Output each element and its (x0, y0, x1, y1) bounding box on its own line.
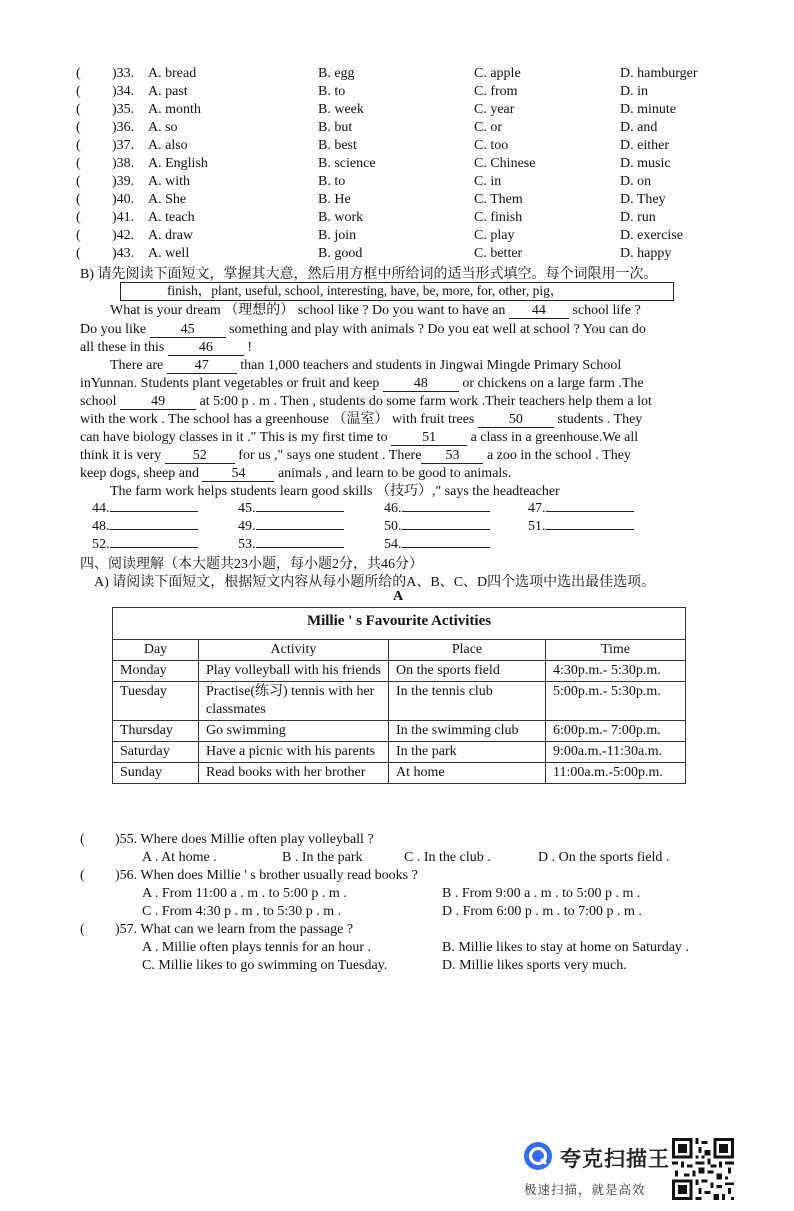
passage-line (80, 375, 644, 393)
blank-51: 51 (391, 431, 467, 446)
answer-paren: ( (76, 246, 81, 261)
blank-50: 50 (478, 413, 554, 428)
cloze-passage (80, 302, 720, 502)
option-b: B. but (318, 120, 353, 135)
answer-number: 48. (92, 519, 110, 534)
passage-text: something and play with animals ? Do you eat well at school ? You can do (229, 322, 646, 337)
option-b: B. week (318, 102, 364, 117)
answer-line[interactable] (402, 518, 490, 530)
question-stem: )55. Where does Millie often play volleyball ? (115, 832, 374, 847)
cell-time: 11:00a.m.-5:00p.m. (546, 763, 686, 784)
answer-slot (238, 500, 344, 517)
option-d: D. minute (620, 102, 676, 117)
option-d: D. Millie likes sports very much. (442, 958, 627, 973)
option-a: A. draw (148, 228, 194, 243)
cell-place: In the swimming club (389, 721, 546, 742)
option-b: B. good (318, 246, 363, 261)
blank-46: 46 (168, 341, 244, 356)
passage-text: think it is very (80, 448, 162, 463)
answer-paren: ( (76, 156, 81, 171)
answer-line[interactable] (546, 500, 634, 512)
option-a: A. well (148, 246, 190, 261)
passage-line (80, 429, 638, 447)
passage-text: animals , and learn to be good to animals. (277, 466, 512, 481)
option-c: C. in (474, 174, 502, 189)
passage-text: The farm work helps students learn good skills （技巧）," says the headteacher (110, 484, 560, 499)
option-b: B. Millie likes to stay at home on Saturday . (442, 940, 689, 955)
answer-line[interactable] (402, 500, 490, 512)
answer-paren: ( (76, 102, 81, 117)
option-b: B. join (318, 228, 357, 243)
mcq-row (76, 209, 736, 227)
cell-time: 9:00a.m.-11:30a.m. (546, 742, 686, 763)
passage-text: inYunnan. Students plant vegetables or fruit and keep (80, 376, 380, 391)
mcq-row (76, 137, 736, 155)
option-a: A. English (148, 156, 208, 171)
option-b: B . In the park (282, 850, 363, 865)
mcq-row (76, 227, 736, 245)
blank-45: 45 (150, 323, 226, 338)
option-a: A . From 11:00 a . m . to 5:00 p . m . (142, 886, 347, 901)
option-d: D. hamburger (620, 66, 698, 81)
passage-text: Do you like (80, 322, 147, 337)
table-row (113, 661, 686, 682)
answer-line[interactable] (110, 518, 198, 530)
option-a: A . At home . (142, 850, 217, 865)
answer-number: 46. (384, 501, 402, 516)
cell-time: 6:00p.m.- 7:00p.m. (546, 721, 686, 742)
passage-text: students . They (557, 412, 643, 427)
question-number: )33. (112, 66, 135, 81)
column-header: Time (546, 640, 686, 661)
passage-line (110, 357, 621, 375)
cell-day: Thursday (113, 721, 199, 742)
answer-slot (528, 518, 634, 535)
table-row (113, 763, 686, 784)
option-b: B . From 9:00 a . m . to 5:00 p . m . (442, 886, 641, 901)
answer-paren: ( (80, 922, 85, 937)
answer-line[interactable] (402, 536, 490, 548)
word-box: finish，plant, useful, school, interesting, have, be, more, for, other, pig， (120, 282, 674, 301)
blank-54: 54 (202, 467, 274, 482)
answer-number: 50. (384, 519, 402, 534)
option-c: C. Chinese (474, 156, 536, 171)
option-b: B. best (318, 138, 357, 153)
answer-number: 53. (238, 537, 256, 552)
option-a: A. month (148, 102, 201, 117)
option-a: A. with (148, 174, 190, 189)
answer-slot (384, 500, 490, 517)
cell-activity: Go swimming (199, 721, 389, 742)
table-title: Millie ' s Favourite Activities (113, 608, 686, 640)
cell-day: Tuesday (113, 682, 199, 721)
mcq-row (76, 65, 736, 83)
blank-52: 52 (165, 449, 235, 464)
answer-paren: ( (76, 84, 81, 99)
question-number: )40. (112, 192, 135, 207)
passage-line (80, 393, 652, 411)
question-number: )35. (112, 102, 135, 117)
option-c: C. apple (474, 66, 521, 81)
column-header: Day (113, 640, 199, 661)
option-c: C. or (474, 120, 502, 135)
blank-48: 48 (383, 377, 459, 392)
column-header: Activity (199, 640, 389, 661)
answer-number: 44. (92, 501, 110, 516)
option-d: D. in (620, 84, 648, 99)
option-d: D. music (620, 156, 671, 171)
question-number: )42. (112, 228, 135, 243)
section-4-heading: 四、阅读理解（本大题共23小题，每小题2分，共46分） (80, 557, 423, 572)
cell-day: Sunday (113, 763, 199, 784)
option-c: C. Millie likes to go swimming on Tuesday. (142, 958, 388, 973)
passage-text: at 5:00 p . m . Then , students do some farm work .Their teachers help them a lot (199, 394, 652, 409)
option-c: C. Them (474, 192, 523, 207)
passage-text: than 1,000 teachers and students in Jingwai Mingde Primary School (240, 358, 622, 373)
option-d: D. exercise (620, 228, 683, 243)
blank-49: 49 (120, 395, 196, 410)
answer-slot (238, 536, 344, 553)
answer-number: 51. (528, 519, 546, 534)
option-d: D . On the sports field . (538, 850, 670, 865)
mcq-row (76, 83, 736, 101)
option-b: B. work (318, 210, 364, 225)
question-number: )41. (112, 210, 135, 225)
table-row (113, 742, 686, 763)
question-number: )43. (112, 246, 135, 261)
option-a: A . Millie often plays tennis for an hour . (142, 940, 372, 955)
option-c: C. finish (474, 210, 523, 225)
brand-name: 夸克扫描王 (560, 1147, 670, 1171)
passage-text: or chickens on a large farm .The (462, 376, 644, 391)
passage-text: What is your dream （理想的） school like ? Do you want to have an (110, 303, 506, 318)
option-d: D. on (620, 174, 652, 189)
answer-paren: ( (76, 174, 81, 189)
answer-number: 54. (384, 537, 402, 552)
option-a: A. also (148, 138, 188, 153)
passage-text: with the work . The school has a greenhouse （温室） with fruit trees (80, 412, 475, 427)
answer-paren: ( (80, 868, 85, 883)
option-b: B. to (318, 84, 346, 99)
cell-activity: Have a picnic with his parents (199, 742, 389, 763)
answer-slot (92, 536, 198, 553)
option-d: D. happy (620, 246, 672, 261)
answer-slot (238, 518, 344, 535)
column-header: Place (389, 640, 546, 661)
cell-activity: Practise(练习) tennis with her classmates (199, 682, 389, 721)
option-a: A. bread (148, 66, 197, 81)
answer-paren: ( (76, 138, 81, 153)
cell-activity: Read books with her brother (199, 763, 389, 784)
passage-text: can have biology classes in it ." This is my first time to (80, 430, 388, 445)
section-b-instruction: B) 请先阅读下面短文，掌握其大意，然后用方框中所给词的适当形式填空。每个词限用一次。 (80, 267, 658, 282)
answer-paren: ( (76, 66, 81, 81)
answer-slot (92, 518, 198, 535)
answer-line[interactable] (256, 500, 344, 512)
question-number: )34. (112, 84, 135, 99)
answer-number: 45. (238, 501, 256, 516)
option-d: D. run (620, 210, 656, 225)
question-stem: )56. When does Millie ' s brother usually read books ? (115, 868, 418, 883)
cell-activity: Play volleyball with his friends (199, 661, 389, 682)
answer-number: 49. (238, 519, 256, 534)
cell-place: At home (389, 763, 546, 784)
passage-text: all these in this (80, 340, 165, 355)
answer-paren: ( (76, 192, 81, 207)
mcq-row (76, 155, 736, 173)
passage-text: a class in a greenhouse.We all (470, 430, 639, 445)
mcq-row (76, 119, 736, 137)
option-d: D. and (620, 120, 658, 135)
blank-44: 44 (509, 304, 569, 319)
option-a: A. so (148, 120, 178, 135)
question-stem: )57. What can we learn from the passage ? (115, 922, 354, 937)
passage-text: school (80, 394, 117, 409)
table-row (113, 721, 686, 742)
answer-line[interactable] (110, 500, 198, 512)
passage-line (80, 321, 646, 339)
answer-paren: ( (80, 832, 85, 847)
option-a: A. past (148, 84, 188, 99)
blank-47: 47 (167, 359, 237, 374)
option-d: D. either (620, 138, 669, 153)
passage-line (80, 447, 631, 465)
cell-place: In the tennis club (389, 682, 546, 721)
mcq-row (76, 173, 736, 191)
answer-line[interactable] (256, 536, 344, 548)
answer-number: 47. (528, 501, 546, 516)
option-c: C. play (474, 228, 515, 243)
answer-slot (384, 536, 490, 553)
option-c: C. from (474, 84, 518, 99)
passage-text: ! (247, 340, 253, 355)
option-a: A. teach (148, 210, 195, 225)
blank-53: 53 (421, 449, 483, 464)
passage-text: There are (110, 358, 164, 373)
passage-line (80, 339, 252, 357)
passage-text: keep dogs, sheep and (80, 466, 199, 481)
option-b: B. egg (318, 66, 355, 81)
option-d: D . From 6:00 p . m . to 7:00 p . m . (442, 904, 642, 919)
cell-day: Saturday (113, 742, 199, 763)
option-c: C . From 4:30 p . m . to 5:30 p . m . (142, 904, 342, 919)
passage-text: a zoo in the school . They (486, 448, 631, 463)
table-header-row (113, 640, 686, 661)
quark-logo-icon (524, 1142, 552, 1170)
passage-line (80, 411, 642, 429)
section-4-instruction: A) 请阅读下面短文，根据短文内容从每小题所给的A、B、C、D四个选项中选出最佳选项。 (94, 575, 656, 590)
answer-slot (528, 500, 634, 517)
answer-slot (92, 500, 198, 517)
option-c: C . In the club . (404, 850, 491, 865)
option-b: B. He (318, 192, 351, 207)
option-b: B. science (318, 156, 376, 171)
answer-paren: ( (76, 210, 81, 225)
cell-time: 5:00p.m.- 5:30p.m. (546, 682, 686, 721)
option-c: C. year (474, 102, 515, 117)
answer-number: 52. (92, 537, 110, 552)
question-number: )36. (112, 120, 135, 135)
passage-text: school life ? (572, 303, 641, 318)
answer-slot (384, 518, 490, 535)
activities-table (112, 607, 686, 784)
mcq-row (76, 191, 736, 209)
cell-place: On the sports field (389, 661, 546, 682)
option-a: A. She (148, 192, 187, 207)
option-b: B. to (318, 174, 346, 189)
table-row (113, 682, 686, 721)
brand-slogan: 极速扫描，就是高效 (524, 1182, 646, 1197)
mcq-row (76, 101, 736, 119)
option-d: D. They (620, 192, 666, 207)
passage-line (110, 302, 641, 320)
table-title-row (113, 608, 686, 640)
cell-time: 4:30p.m.- 5:30p.m. (546, 661, 686, 682)
option-c: C. too (474, 138, 509, 153)
passage-text: for us ," says one student . There (238, 448, 422, 463)
qr-code-icon (672, 1138, 734, 1200)
answer-line[interactable] (110, 536, 198, 548)
passage-line (110, 483, 560, 501)
passage-line (80, 465, 511, 483)
answer-line[interactable] (256, 518, 344, 530)
answer-paren: ( (76, 228, 81, 243)
mcq-row (76, 245, 736, 263)
question-number: )37. (112, 138, 135, 153)
answer-paren: ( (76, 120, 81, 135)
question-number: )38. (112, 156, 135, 171)
cell-place: In the park (389, 742, 546, 763)
question-number: )39. (112, 174, 135, 189)
answer-line[interactable] (546, 518, 634, 530)
cell-day: Monday (113, 661, 199, 682)
option-c: C. better (474, 246, 523, 261)
passage-label: A (393, 589, 404, 604)
